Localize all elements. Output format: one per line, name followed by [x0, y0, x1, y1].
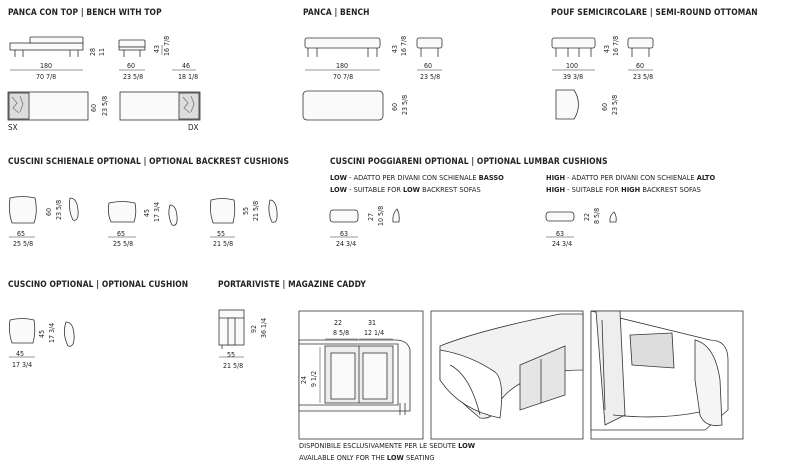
lumbar-high-width-cm: 63: [556, 230, 565, 238]
bwt-h1: 28: [89, 47, 97, 56]
lumbar-high-it: HIGH - ADATTO PER DIVANI CON SCHIENALE ALTO: [546, 173, 716, 182]
caddy-note-it: DISPONIBILE ESCLUSIVAMENTE PER LE SEDUTE LOW: [299, 441, 476, 450]
lumbar-high-width-in: 24 3/4: [552, 240, 573, 248]
caddy-plan-a-in: 8 5/8: [333, 329, 350, 337]
pouf-height-cm: 43: [603, 44, 611, 53]
section-title-caddy: PORTARIVISTE | MAGAZINE CADDY: [218, 279, 366, 289]
bench-width-in: 70 7/8: [333, 73, 354, 81]
bench-plan-depth-cm: 60: [391, 102, 399, 111]
bwt-h3-in: 16 7/8: [163, 35, 171, 56]
backrest-2-height-in: 17 3/4: [153, 201, 161, 222]
caddy-width-in: 21 5/8: [223, 362, 244, 370]
lumbar-low-width-in: 24 3/4: [336, 240, 357, 248]
bench-height-cm: 43: [391, 44, 399, 53]
pouf-depth-in: 23 5/8: [633, 73, 654, 81]
lumbar-low-height-cm: 27: [367, 212, 375, 221]
bwt-h3: 43: [153, 44, 161, 53]
bwt-sx-label: SX: [8, 123, 18, 132]
caddy-plan-h-cm: 24: [300, 375, 308, 384]
lumbar-high-height-in: 8 5/8: [593, 207, 601, 224]
backrest-3-width-cm: 55: [217, 230, 226, 238]
lumbar-high-en: HIGH - SUITABLE FOR HIGH BACKREST SOFAS: [546, 185, 701, 194]
backrest-2-height-cm: 45: [143, 208, 151, 217]
caddy-plan-b-in: 12 1/4: [364, 329, 385, 337]
bench-height-in: 16 7/8: [400, 35, 408, 56]
pouf-plan-depth-in: 23 5/8: [611, 94, 619, 115]
bwt-width-cm: 180: [40, 62, 53, 70]
lumbar-low-height-in: 10 5/8: [377, 205, 385, 226]
bwt-depth-in: 23 5/8: [123, 73, 144, 81]
bwt-h2: 11: [98, 47, 106, 56]
backrest-3-width-in: 21 5/8: [213, 240, 234, 248]
pouf-plan-depth-cm: 60: [601, 102, 609, 111]
bwt-depth-cm: 60: [127, 62, 136, 70]
cushion-height-cm: 45: [38, 329, 46, 338]
bwt-top-width-in: 18 1/8: [178, 73, 199, 81]
pouf-width-cm: 100: [566, 62, 579, 70]
bench-depth-in: 23 5/8: [420, 73, 441, 81]
backrest-3-height-cm: 55: [242, 206, 250, 215]
section-title-pouf: POUF SEMICIRCOLARE | SEMI-ROUND OTTOMAN: [551, 7, 758, 17]
bench-width-cm: 180: [336, 62, 349, 70]
caddy-side-view: [219, 310, 244, 357]
bench-plan: [303, 91, 383, 120]
backrest-3-height-in: 21 5/8: [252, 200, 260, 221]
caddy-render-1: [431, 311, 583, 439]
caddy-plan-a-cm: 22: [334, 319, 343, 327]
caddy-note-en: AVAILABLE ONLY FOR THE LOW SEATING: [299, 453, 435, 462]
backrest-1-height-in: 23 5/8: [55, 199, 63, 220]
cushion-width-in: 17 3/4: [12, 361, 33, 369]
caddy-plan-b-cm: 31: [368, 319, 377, 327]
pouf-width-in: 39 3/8: [563, 73, 584, 81]
bwt-width-in: 70 7/8: [36, 73, 57, 81]
backrest-2-width-in: 25 5/8: [113, 240, 134, 248]
pouf-height-in: 16 7/8: [612, 35, 620, 56]
lumbar-high-height-cm: 22: [583, 212, 591, 221]
lumbar-low-it: LOW - ADATTO PER DIVANI CON SCHIENALE BASSO: [330, 173, 504, 182]
cushion-width-cm: 45: [16, 350, 25, 358]
pouf-plan: [556, 90, 578, 119]
caddy-render-2: [591, 311, 743, 439]
lumbar-low-en: LOW - SUITABLE FOR LOW BACKREST SOFAS: [330, 185, 481, 194]
bench-with-top-plan-sx: [8, 92, 88, 120]
section-title-bench-with-top: PANCA CON TOP | BENCH WITH TOP: [8, 7, 162, 17]
backrest-1-height-cm: 60: [45, 207, 53, 216]
bench-with-top-plan-dx: [120, 92, 200, 120]
bwt-plan-depth-in: 23 5/8: [101, 95, 109, 116]
pouf-depth-cm: 60: [636, 62, 645, 70]
bwt-top-width-cm: 46: [182, 62, 191, 70]
caddy-height-cm: 92: [250, 324, 258, 333]
bench-plan-depth-in: 23 5/8: [401, 94, 409, 115]
caddy-plan-h-in: 9 1/2: [310, 370, 318, 387]
cushion-height-in: 17 3/4: [48, 322, 56, 343]
caddy-width-cm: 55: [227, 351, 236, 359]
lumbar-low-width-cm: 63: [340, 230, 349, 238]
bwt-plan-depth-cm: 60: [90, 103, 98, 112]
section-title-bench: PANCA | BENCH: [303, 7, 370, 17]
section-title-cushion: CUSCINO OPTIONAL | OPTIONAL CUSHION: [8, 279, 189, 289]
backrest-2-width-cm: 65: [117, 230, 126, 238]
caddy-height-in: 36 1/4: [260, 317, 268, 338]
section-title-backrest: CUSCINI SCHIENALE OPTIONAL | OPTIONAL BACKREST CUSHIONS: [8, 156, 289, 166]
backrest-1-width-cm: 65: [17, 230, 26, 238]
section-title-lumbar: CUSCINI POGGIARENI OPTIONAL | OPTIONAL LUMBAR CUSHIONS: [330, 156, 608, 166]
bwt-dx-label: DX: [188, 123, 199, 132]
bench-depth-cm: 60: [424, 62, 433, 70]
backrest-1-width-in: 25 5/8: [13, 240, 34, 248]
